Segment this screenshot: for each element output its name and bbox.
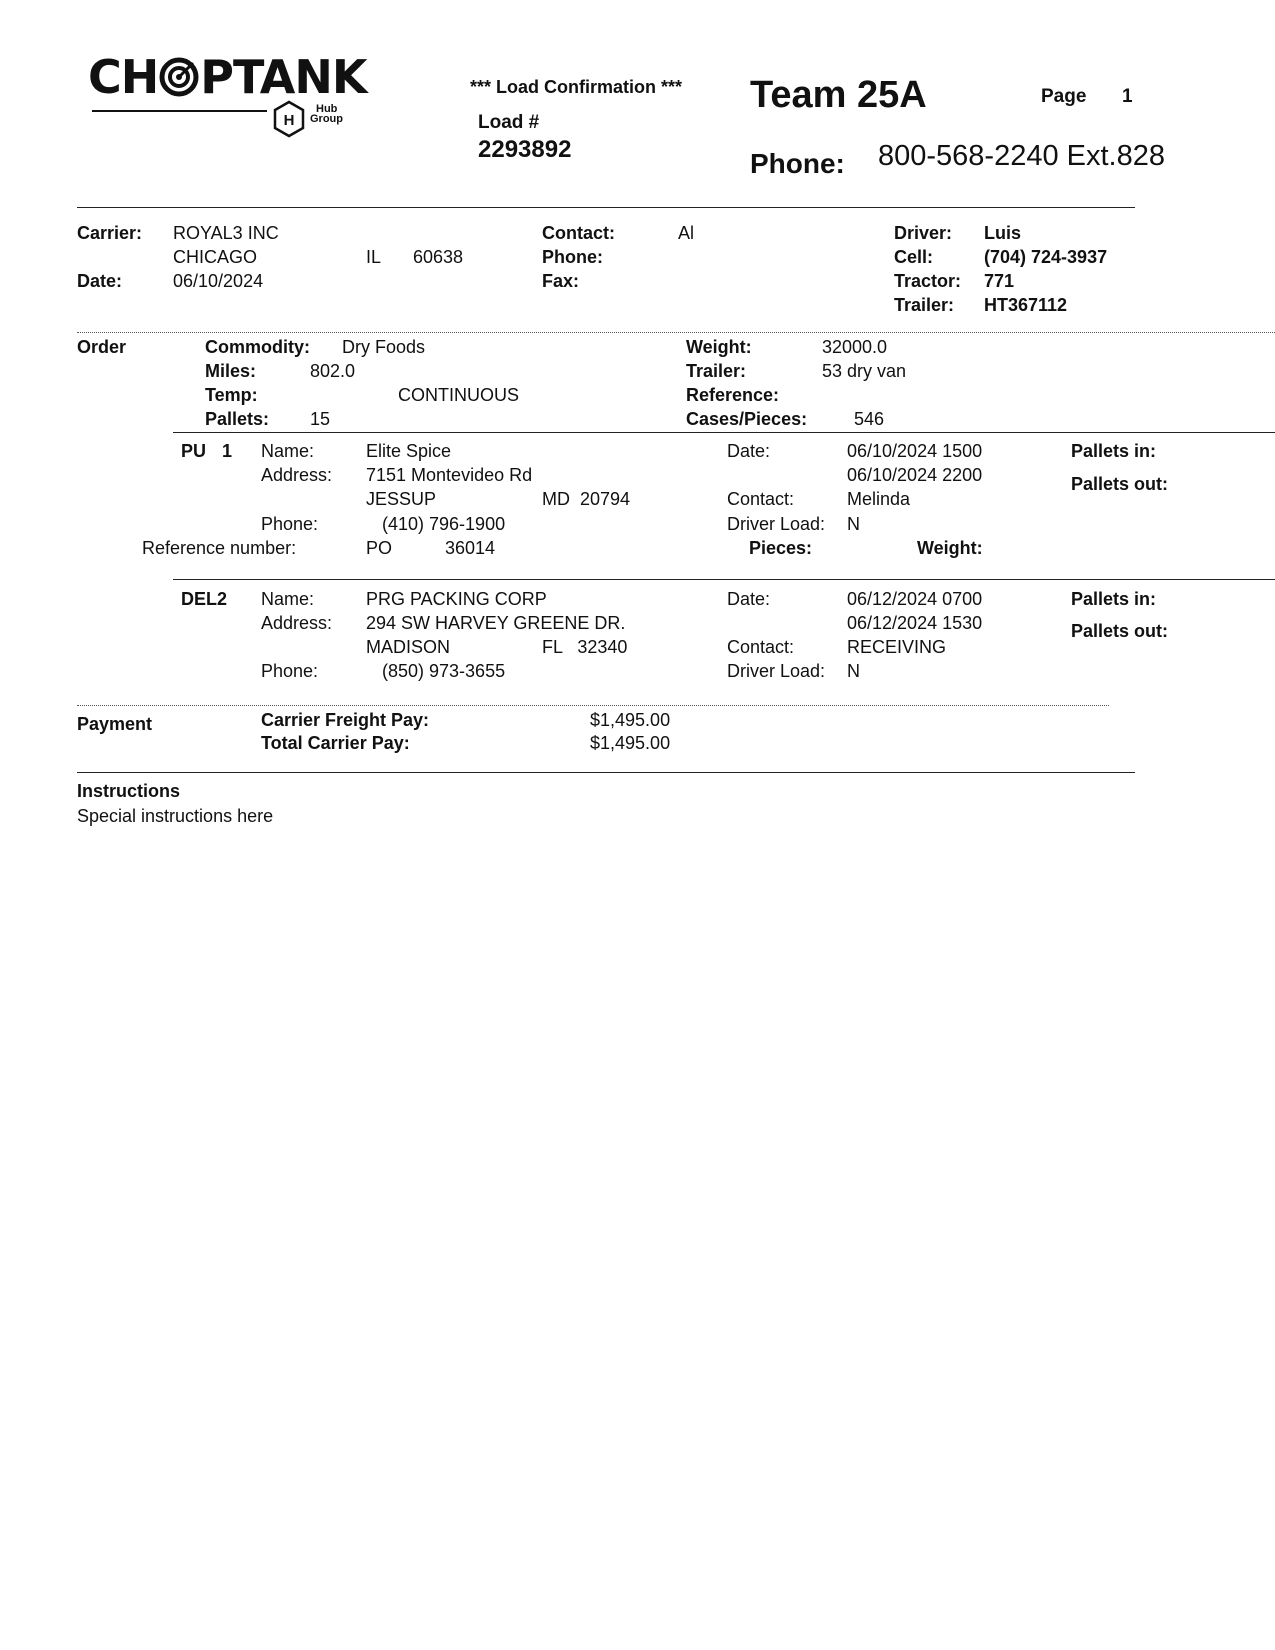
pickup-pallets-in-label: Pallets in:: [1071, 441, 1157, 461]
carrier-city: CHICAGO: [173, 247, 258, 267]
carrier-state: IL: [366, 247, 382, 267]
delivery-contact-label: Contact:: [727, 637, 795, 657]
freight-pay-label: Carrier Freight Pay:: [261, 710, 430, 730]
pickup-phone: (410) 796-1900: [382, 514, 506, 534]
hub-group-hexagon-icon: [272, 100, 306, 138]
pickup-date-end: 06/10/2024 2200: [847, 465, 983, 485]
delivery-driver-load-label: Driver Load:: [727, 661, 826, 681]
pickup-city: JESSUP: [366, 489, 437, 509]
pickup-driver-load: N: [847, 514, 860, 534]
delivery-state-zip: FL 32340: [542, 637, 628, 657]
total-pay-value: $1,495.00: [590, 733, 671, 753]
logo-text-left: CH: [88, 50, 159, 104]
carrier-name: ROYAL3 INC: [173, 223, 279, 243]
driver-cell: (704) 724-3937: [984, 247, 1108, 267]
instructions-divider: [77, 772, 1135, 773]
cases-value: 546: [854, 409, 885, 429]
driver-name: Luis: [984, 223, 1022, 243]
pickup-reference-value: 36014: [445, 538, 496, 558]
carrier-contact: Al: [678, 223, 695, 243]
delivery-address: 294 SW HARVEY GREENE DR.: [366, 613, 626, 633]
reference-label: Reference:: [686, 385, 780, 405]
header-divider: [77, 207, 1135, 208]
date-label: Date:: [77, 271, 123, 291]
delivery-driver-load: N: [847, 661, 860, 681]
instructions-text: Special instructions here: [77, 806, 274, 826]
logo-underline: [92, 110, 267, 112]
commodity-value: Dry Foods: [342, 337, 426, 357]
tractor-number: 771: [984, 271, 1015, 291]
weight-label: Weight:: [686, 337, 752, 357]
trailer-label: Trailer:: [894, 295, 955, 315]
driver-label: Driver:: [894, 223, 953, 243]
pickup-reference-type: PO: [366, 538, 393, 558]
pickup-pieces-label: Pieces:: [749, 538, 813, 558]
delivery-name-label: Name:: [261, 589, 315, 609]
logo-text-right: PTANK: [200, 50, 367, 104]
miles-label: Miles:: [205, 361, 257, 381]
order-trailer-label: Trailer:: [686, 361, 747, 381]
delivery-pallets-in-label: Pallets in:: [1071, 589, 1157, 609]
svg-text:H: H: [283, 112, 295, 129]
pickup-driver-load-label: Driver Load:: [727, 514, 826, 534]
header-phone-value: 800-568-2240 Ext.828: [878, 140, 1165, 172]
pickup-contact: Melinda: [847, 489, 911, 509]
load-number-label: Load #: [478, 112, 540, 133]
temp-value: CONTINUOUS: [398, 385, 519, 405]
page-number: 1: [1122, 86, 1133, 107]
pickup-address: 7151 Montevideo Rd: [366, 465, 533, 485]
delivery-name: PRG PACKING CORP: [366, 589, 547, 609]
payment-divider: [77, 705, 1109, 706]
pickup-weight-label: Weight:: [917, 538, 983, 558]
delivery-city: MADISON: [366, 637, 451, 657]
group-label: Group: [310, 113, 343, 125]
hub-group-label: [310, 104, 343, 124]
cases-label: Cases/Pieces:: [686, 409, 808, 429]
carrier-label: Carrier:: [77, 223, 143, 243]
delivery-date-label: Date:: [727, 589, 771, 609]
tractor-label: Tractor:: [894, 271, 962, 291]
delivery-contact: RECEIVING: [847, 637, 947, 657]
delivery-top-divider: [173, 579, 1275, 580]
pickup-stop-number: 1: [222, 441, 233, 461]
delivery-pallets-out-label: Pallets out:: [1071, 621, 1169, 641]
cell-label: Cell:: [894, 247, 934, 267]
carrier-zip: 60638: [413, 247, 464, 267]
weight-value: 32000.0: [822, 337, 888, 357]
pickup-stop-label: PU: [181, 441, 207, 461]
miles-value: 802.0: [310, 361, 356, 381]
contact-label: Contact:: [542, 223, 615, 243]
company-logo: [88, 50, 367, 104]
instructions-title: Instructions: [77, 781, 181, 801]
pickup-date-start: 06/10/2024 1500: [847, 441, 983, 461]
load-confirmation-title: *** Load Confirmation ***: [470, 77, 683, 97]
pickup-name: Elite Spice: [366, 441, 452, 461]
total-pay-label: Total Carrier Pay:: [261, 733, 410, 753]
hub-label: Hub: [316, 103, 338, 115]
delivery-phone: (850) 973-3655: [382, 661, 506, 681]
load-number: 2293892: [478, 136, 572, 163]
order-trailer-value: 53 dry van: [822, 361, 907, 381]
commodity-label: Commodity:: [205, 337, 310, 357]
page-label: Page: [1041, 86, 1087, 107]
trailer-number: HT367112: [984, 295, 1068, 315]
pickup-state-zip: MD 20794: [542, 489, 631, 509]
delivery-phone-label: Phone:: [261, 661, 319, 681]
delivery-stop-label: DEL2: [181, 589, 228, 609]
carrier-date: 06/10/2024: [173, 271, 264, 291]
freight-pay-value: $1,495.00: [590, 710, 671, 730]
pickup-phone-label: Phone:: [261, 514, 319, 534]
pickup-date-label: Date:: [727, 441, 771, 461]
order-section-label: Order: [77, 337, 127, 357]
pickup-reference-label: Reference number:: [142, 538, 297, 558]
header-phone-label: Phone:: [750, 148, 845, 179]
pickup-pallets-out-label: Pallets out:: [1071, 474, 1169, 494]
delivery-date-end: 06/12/2024 1530: [847, 613, 983, 633]
temp-label: Temp:: [205, 385, 258, 405]
pickup-address-label: Address:: [261, 465, 333, 485]
carrier-fax-label: Fax:: [542, 271, 580, 291]
pickup-name-label: Name:: [261, 441, 315, 461]
pickup-contact-label: Contact:: [727, 489, 795, 509]
carrier-phone-label: Phone:: [542, 247, 603, 267]
payment-section-label: Payment: [77, 714, 153, 734]
team-title: Team 25A: [750, 74, 927, 116]
pallets-label: Pallets:: [205, 409, 270, 429]
carrier-divider: [77, 332, 1275, 333]
target-icon: [159, 57, 199, 97]
pallets-value: 15: [310, 409, 331, 429]
delivery-address-label: Address:: [261, 613, 333, 633]
pickup-top-divider: [173, 432, 1275, 433]
delivery-date-start: 06/12/2024 0700: [847, 589, 983, 609]
